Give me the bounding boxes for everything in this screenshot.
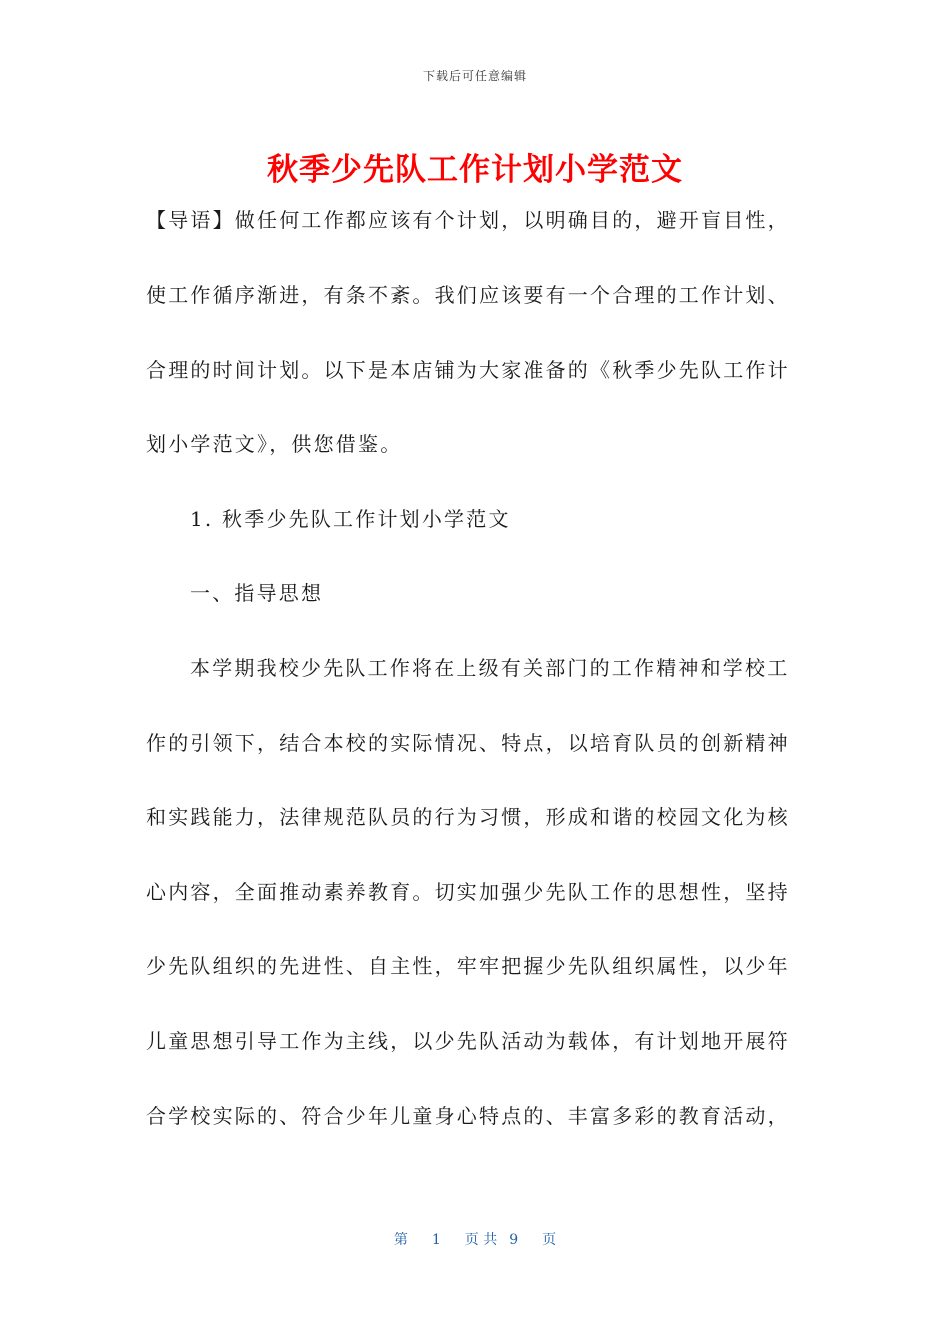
paragraph-line: 儿童思想引导工作为主线，以少先队活动为载体，有计划地开展符	[146, 1029, 790, 1053]
page-footer	[0, 1229, 950, 1249]
paragraph-line: 本学期我校少先队工作将在上级有关部门的工作精神和学校工	[190, 656, 790, 680]
paragraph-line: 合理的时间计划。以下是本店铺为大家准备的《秋季少先队工作计	[146, 358, 790, 382]
document-title: 秋季少先队工作计划小学范文	[267, 152, 683, 188]
footer-label-page: 第	[393, 1232, 408, 1248]
section-heading: 一、指导思想	[190, 581, 324, 605]
footer-label-total: 页 共	[464, 1232, 498, 1248]
header-note: 下载后可任意编辑	[422, 69, 527, 83]
paragraph-line: 使工作循序渐进，有条不紊。我们应该要有一个合理的工作计划、	[146, 283, 790, 307]
paragraph-line: 划小学范文》，供您借鉴。	[146, 432, 403, 456]
footer-label-end: 页	[542, 1232, 557, 1248]
paragraph-line: 合学校实际的、符合少年儿童身心特点的、丰富多彩的教育活动，	[146, 1104, 790, 1128]
footer-total-pages: 9	[509, 1232, 519, 1248]
paragraph-line: 少先队组织的先进性、自主性，牢牢把握少先队组织属性，以少年	[146, 954, 790, 978]
footer-current-page: 1	[431, 1232, 441, 1248]
paragraph-line: 和实践能力，法律规范队员的行为习惯，形成和谐的校园文化为核	[146, 805, 790, 829]
paragraph-line: 【导语】做任何工作都应该有个计划，以明确目的，避开盲目性，	[146, 208, 790, 232]
paragraph-line: 心内容，全面推动素养教育。切实加强少先队工作的思想性，坚持	[146, 880, 790, 904]
section-heading: 1. 秋季少先队工作计划小学范文	[190, 507, 511, 531]
paragraph-line: 作的引领下，结合本校的实际情况、特点，以培育队员的创新精神	[146, 731, 790, 755]
